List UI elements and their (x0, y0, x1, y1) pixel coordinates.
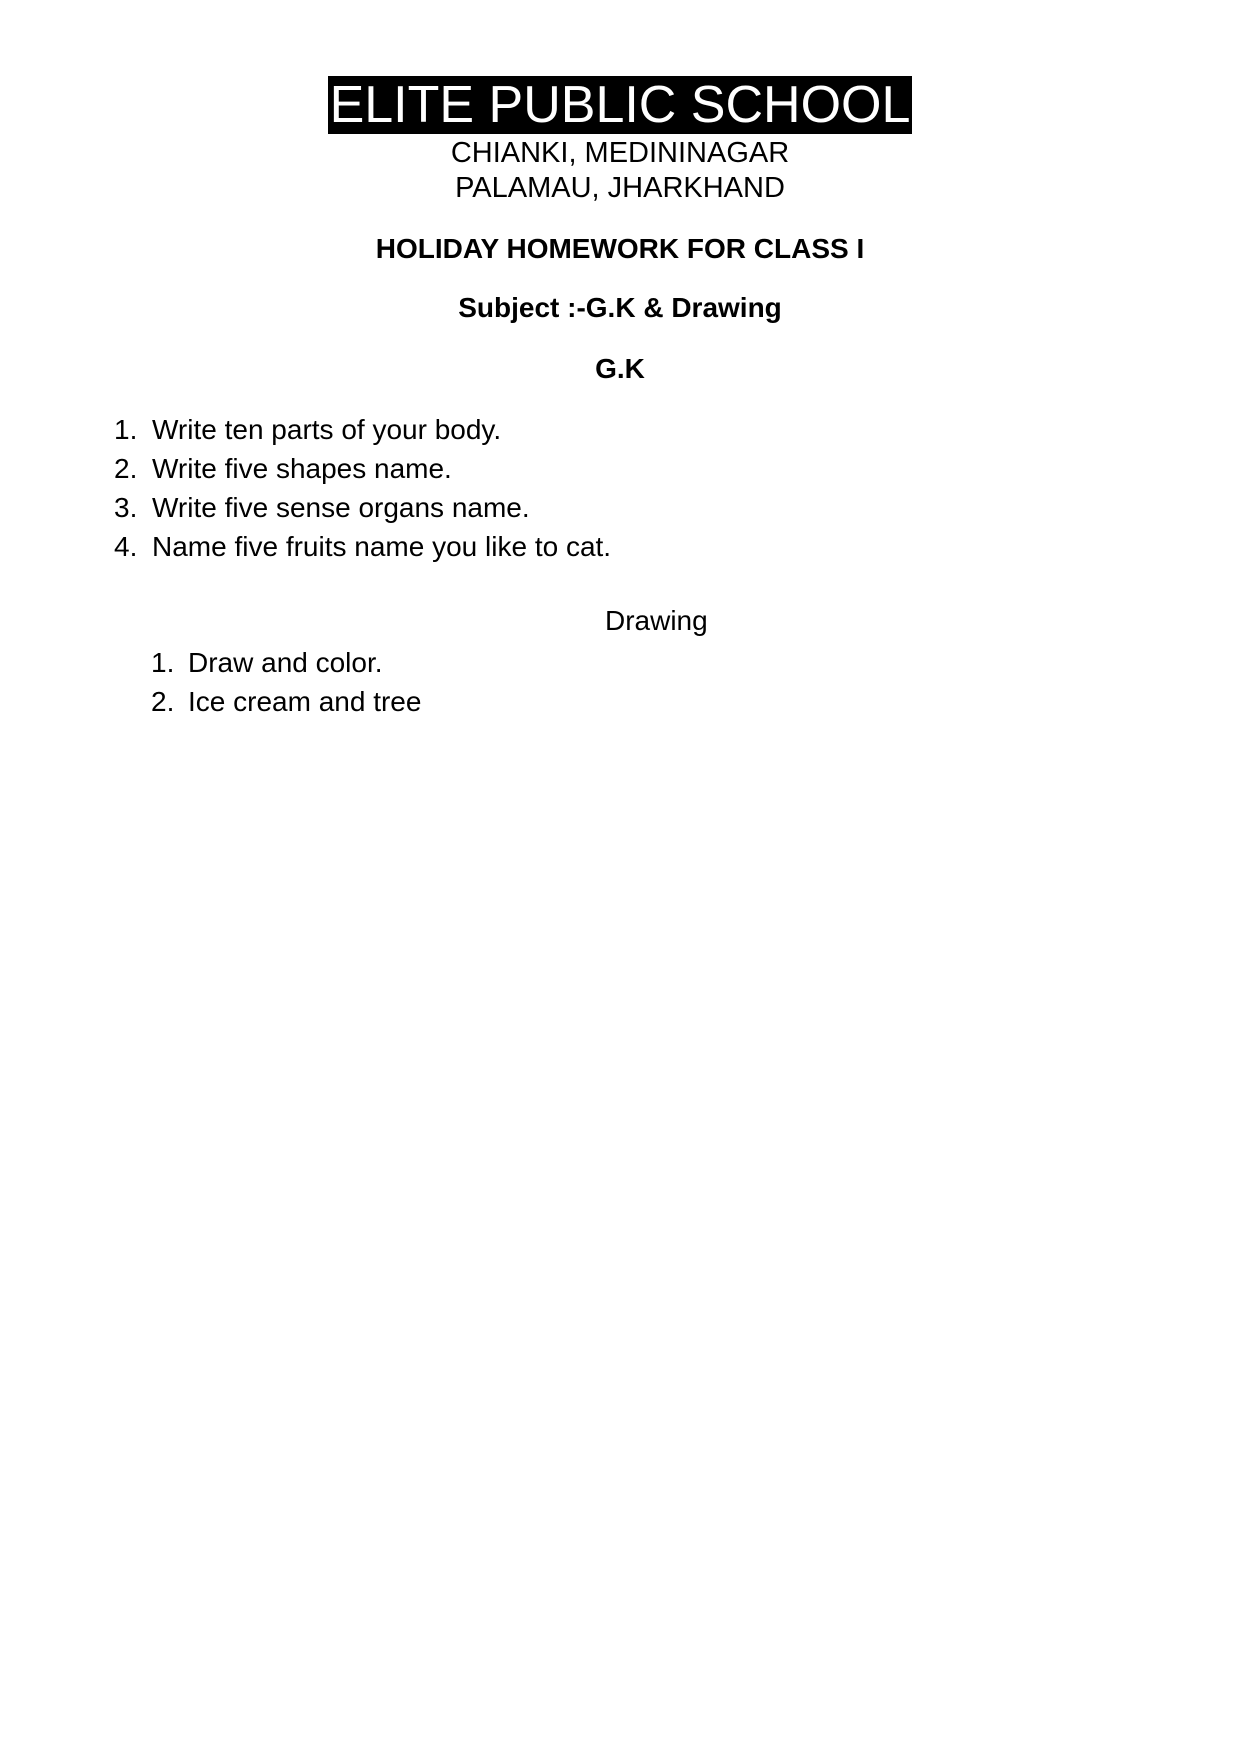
item-text: Write five shapes name. (152, 453, 452, 484)
list-item (151, 643, 651, 682)
item-text: Draw and color. (188, 647, 383, 678)
item-text: Name five fruits name you like to cat. (152, 531, 612, 562)
item-number: 4. (114, 531, 138, 562)
list-item (114, 410, 814, 449)
item-text: Write five sense organs name. (152, 492, 530, 523)
drawing-section-heading: Drawing (605, 605, 708, 636)
gk-section-heading: G.K (595, 353, 645, 384)
gk-task-list (114, 410, 814, 566)
item-number: 3. (114, 492, 138, 523)
document-title: HOLIDAY HOMEWORK FOR CLASS I (375, 233, 865, 264)
item-number: 1. (151, 647, 175, 678)
document-header (0, 76, 1240, 206)
list-item (114, 488, 814, 527)
list-item (114, 449, 814, 488)
item-number: 2. (114, 453, 138, 484)
address-line-1: CHIANKI, MEDININAGAR (450, 137, 790, 169)
subject-line: Subject :-G.K & Drawing (458, 292, 782, 323)
school-name: ELITE PUBLIC SCHOOL (329, 76, 911, 134)
item-text: Ice cream and tree (188, 686, 422, 717)
address-line-2: PALAMAU, JHARKHAND (455, 172, 785, 204)
drawing-task-list (151, 643, 651, 721)
list-item (151, 682, 651, 721)
item-number: 1. (114, 414, 138, 445)
list-item (114, 527, 814, 566)
item-text: Write ten parts of your body. (152, 414, 502, 445)
item-number: 2. (151, 686, 175, 717)
